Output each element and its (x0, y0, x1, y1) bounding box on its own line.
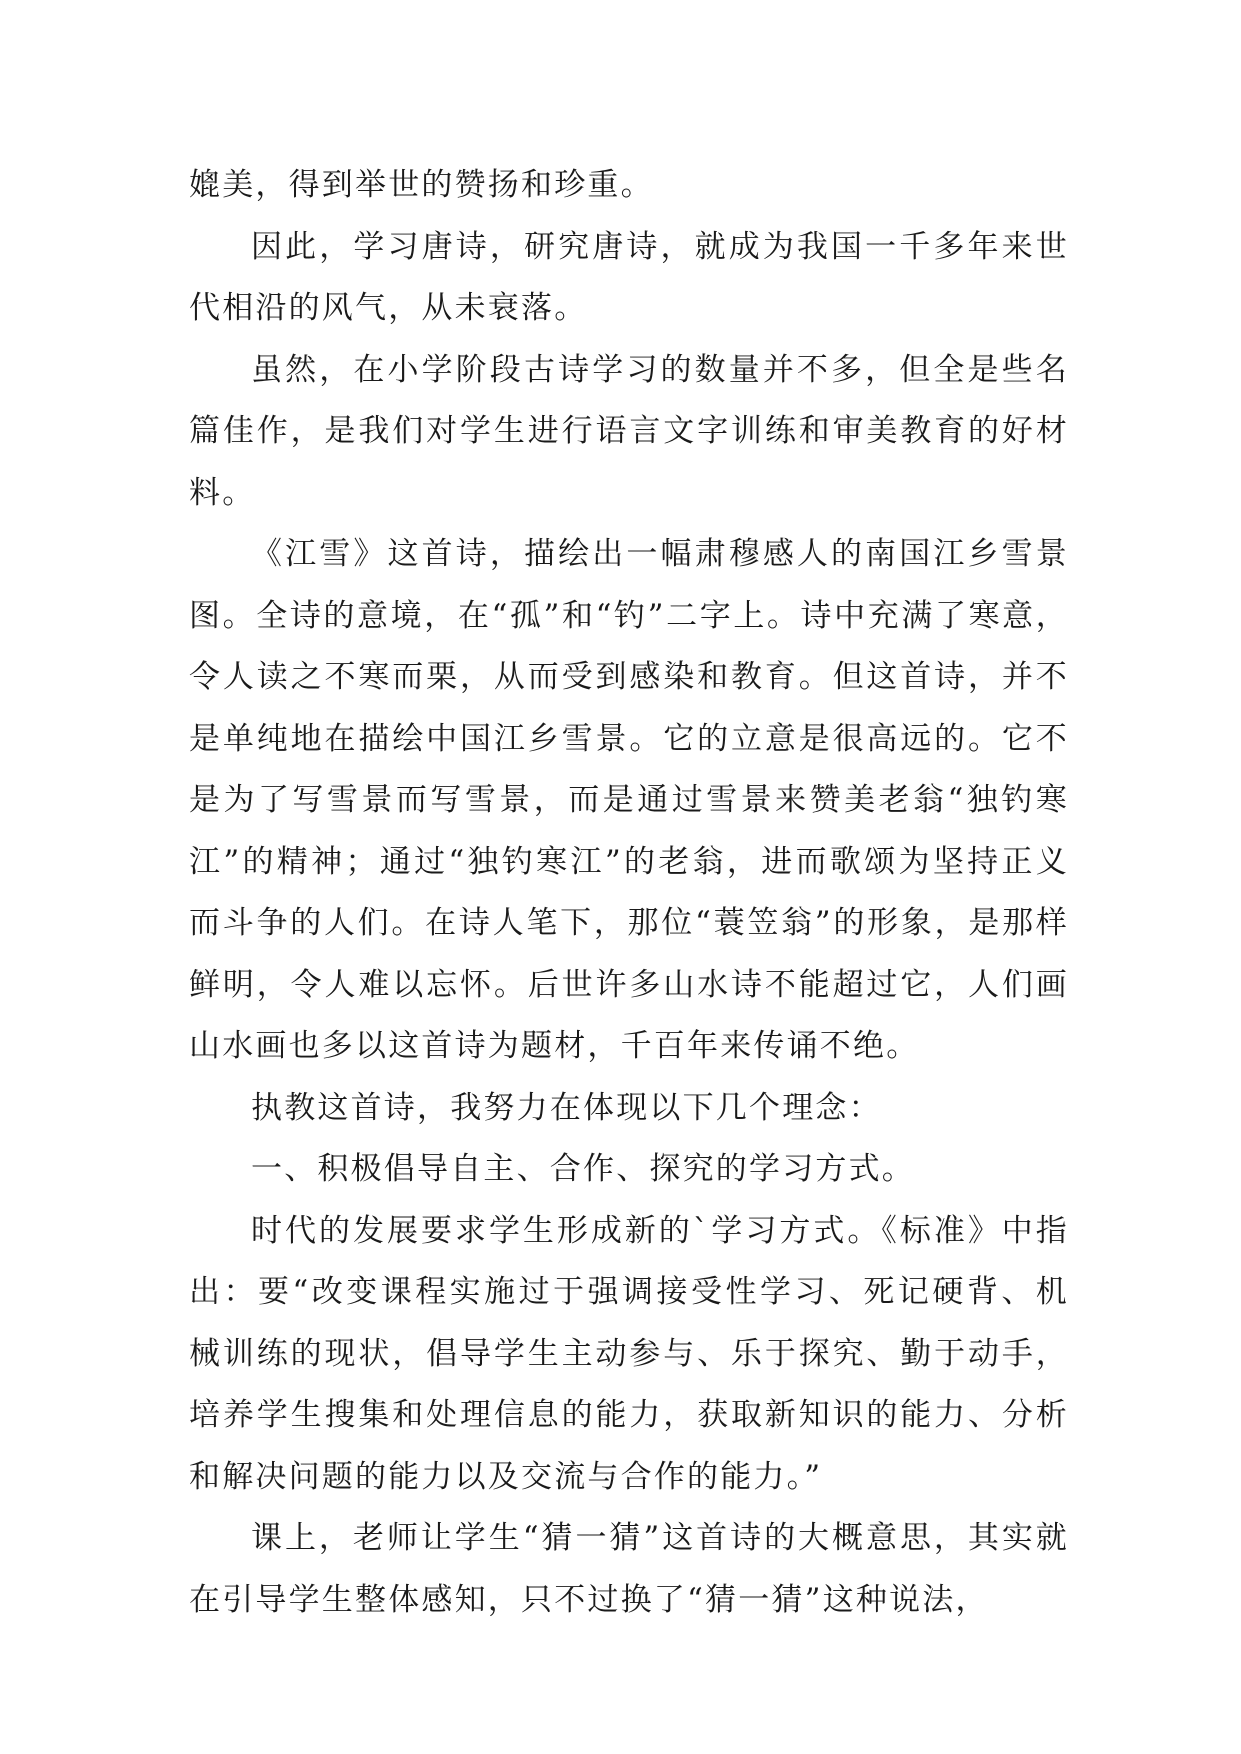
paragraph-guess-activity: 课上，老师让学生“猜一猜”这首诗的大概意思，其实就在引导学生整体感知，只不过换了“猜一猜”这种说法， (189, 1520, 1069, 1618)
paragraph-continued: 媲美，得到举世的赞扬和珍重。 (189, 167, 654, 203)
paragraph-primary-school-poems: 虽然，在小学阶段古诗学习的数量并不多，但全是些名篇佳作，是我们对学生进行语言文字训练和审美教育的好材料。 (189, 351, 1069, 511)
paragraph-teaching-concepts-intro: 执教这首诗，我努力在体现以下几个理念： (251, 1089, 882, 1126)
paragraph-tang-poetry-tradition: 因此，学习唐诗，研究唐诗，就成为我国一千多年来世代相沿的风气，从未衰落。 (189, 228, 1069, 326)
paragraph-concept-one-heading: 一、积极倡导自主、合作、探究的学习方式。 (251, 1151, 915, 1187)
document-body (189, 155, 1069, 1631)
paragraph-standard-quote: 时代的发展要求学生形成新的`学习方式。《标准》中指出：要“改变课程实施过于强调接受性学习、死记硬背、机械训练的现状，倡导学生主动参与、乐于探究、勤于动手，培养学生搜集和处理信息的能力，获取新知识的能力、分析和解决问题的能力以及交流与合作的能力。” (189, 1212, 1069, 1495)
paragraph-jiang-xue-analysis: 《江雪》这首诗，描绘出一幅肃穆感人的南国江乡雪景图。全诗的意境，在“孤”和“钓”二字上。诗中充满了寒意，令人读之不寒而栗，从而受到感染和教育。但这首诗，并不是单纯地在描绘中国江乡雪景。它的立意是很高远的。它不是为了写雪景而写雪景，而是通过雪景来赞美老翁“独钓寒江”的精神；通过“独钓寒江”的老翁，进而歌颂为坚持正义而斗争的人们。在诗人笔下，那位“蓑笠翁”的形象，是那样鲜明，令人难以忘怀。后世许多山水诗不能超过它，人们画山水画也多以这首诗为题材，千百年来传诵不绝。 (189, 536, 1069, 1064)
